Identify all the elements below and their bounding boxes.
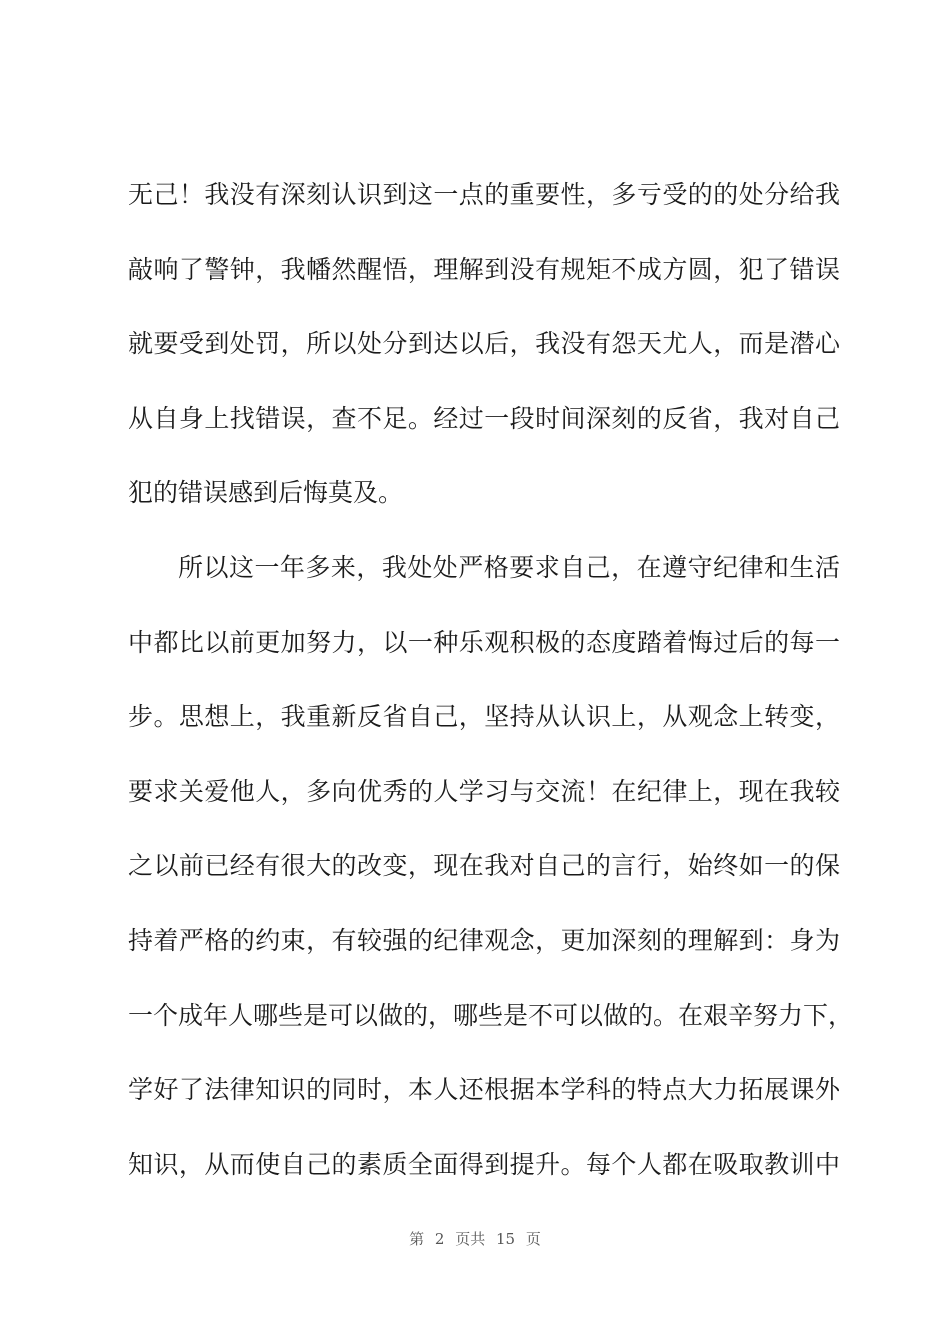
text-line: 持着严格的约束，有较强的纪律观念，更加深刻的理解到：身为 — [128, 925, 840, 955]
text-line: 一个成年人哪些是可以做的，哪些是不可以做的。在艰辛努力下， — [128, 1000, 854, 1030]
text-line: 从自身上找错误，查不足。经过一段时间深刻的反省，我对自己 — [128, 403, 840, 433]
page-number-footer: 第 2 页共 15 页 — [409, 1230, 541, 1248]
text-line: 敲响了警钟，我幡然醒悟，理解到没有规矩不成方圆，犯了错误 — [128, 254, 840, 284]
text-line: 步。思想上，我重新反省自己，坚持从认识上，从观念上转变， — [128, 702, 840, 732]
text-line: 要求关爱他人，多向优秀的人学习与交流！在纪律上，现在我较 — [128, 776, 840, 806]
text-line-paragraph-start: 所以这一年多来，我处处严格要求自己，在遵守纪律和生活 — [178, 552, 840, 582]
text-line: 知识，从而使自己的素质全面得到提升。每个人都在吸取教训中 — [128, 1149, 840, 1179]
text-line: 学好了法律知识的同时，本人还根据本学科的特点大力拓展课外 — [128, 1075, 840, 1105]
text-line: 之以前已经有很大的改变，现在我对自己的言行，始终如一的保 — [128, 851, 840, 881]
text-line: 就要受到处罚，所以处分到达以后，我没有怨天尤人，而是潜心 — [128, 329, 840, 359]
text-line: 犯的错误感到后悔莫及。 — [128, 478, 404, 508]
text-line: 无己！我没有深刻认识到这一点的重要性，多亏受的的处分给我 — [128, 180, 840, 209]
text-line: 中都比以前更加努力，以一种乐观积极的态度踏着悔过后的每一 — [128, 627, 840, 657]
document-body — [128, 170, 854, 1214]
